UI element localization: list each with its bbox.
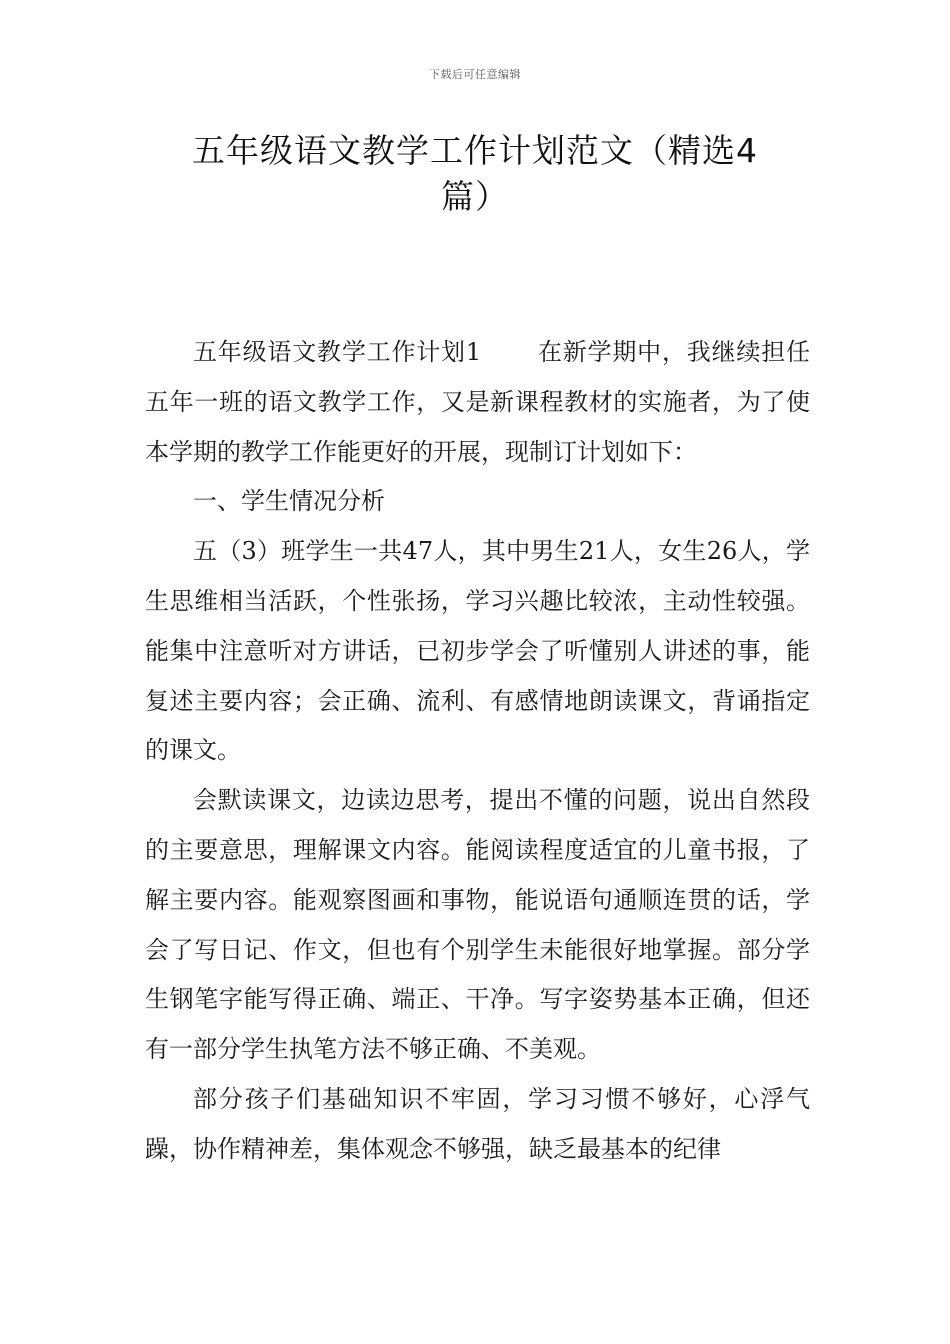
intro-paragraph xyxy=(145,328,810,477)
plan-label: 五年级语文教学工作计划1 xyxy=(193,338,482,366)
header-note: 下载后可任意编辑 xyxy=(429,68,521,81)
document-title: 五年级语文教学工作计划范文（精选4篇） xyxy=(192,131,758,216)
section-heading: 一、学生情况分析 xyxy=(193,487,385,516)
body-paragraph: 会默读课文，边读边思考，提出不懂的问题，说出自然段的主要意思，理解课文内容。能阅读程度适宜的儿童书报，了解主要内容。能观察图画和事物，能说语句通顺连贯的话，学会了写日记、作文，但也有个别学生未能很好地掌握。部分学生钢笔字能写得正确、端正、干净。写字姿势基本正确，但还有一部分学生执笔方法不够正确、不美观。 xyxy=(145,786,810,1064)
body-paragraph: 部分孩子们基础知识不牢固，学习习惯不够好，心浮气躁，协作精神差，集体观念不够强，缺乏最基本的纪律 xyxy=(145,1084,810,1163)
intro-text: 在新学期中，我继续担任五年一班的语文教学工作，又是新课程教材的实施者，为了使本学期的教学工作能更好的开展，现制订计划如下： xyxy=(145,338,810,466)
body-paragraph: 五（3）班学生一共47人，其中男生21人，女生26人，学生思维相当活跃，个性张扬，学习兴趣比较浓，主动性较强。能集中注意听对方讲话，已初步学会了听懂别人讲述的事，能复述主要内容；会正确、流利、有感情地朗读课文，背诵指定的课文。 xyxy=(145,537,810,765)
document-body xyxy=(145,328,810,1175)
